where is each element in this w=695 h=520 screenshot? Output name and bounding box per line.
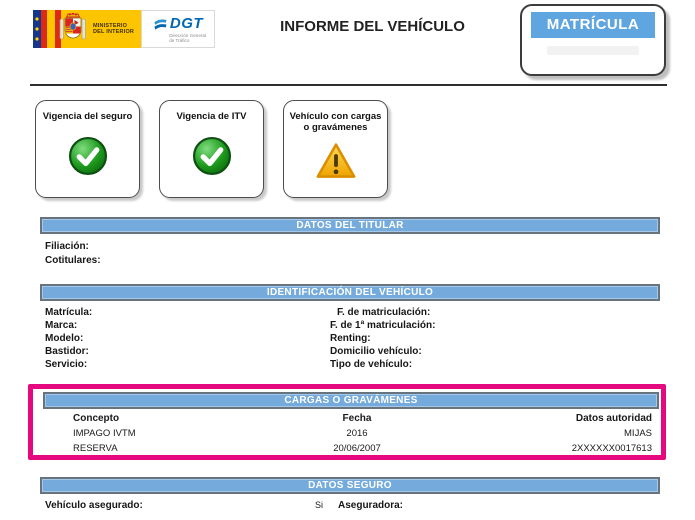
status-card-charges [283,100,388,198]
cargas-table [53,411,661,456]
field-label-f-matriculacion: F. de matriculación: [337,307,431,318]
dgt-subtitle: Dirección General de Tráfico [169,32,206,43]
ministry-interior-logo [33,10,141,48]
status-card-insurance [35,100,140,198]
spain-flag-coat-of-arms-icon [33,10,91,48]
field-label-matricula: Matrícula: [45,307,93,318]
field-label-aseguradora: Aseguradora: [338,500,404,511]
table-row-cell: 2016 [346,428,368,439]
field-label-tipo-vehiculo: Tipo de vehículo: [330,359,413,370]
check-circle-icon [67,135,109,177]
section-header-seguro: DATOS SEGURO [40,477,660,494]
government-logo-strip [33,10,215,48]
column-header-fecha: Fecha [342,413,372,424]
field-label-servicio: Servicio: [45,359,88,370]
column-header-datos-autoridad: Datos autoridad [575,413,652,424]
table-row-cell: IMPAGO IVTM [73,428,136,439]
field-label-f-primera-matriculacion: F. de 1ª matriculación: [330,320,436,331]
column-header-concepto: Concepto [73,413,120,424]
field-label-vehiculo-asegurado: Vehículo asegurado: [45,500,143,511]
dgt-acronym: DGT [169,14,204,32]
status-card-label: Vehículo con cargas o gravámenes [289,111,382,133]
table-row-cell: MIJAS [624,428,652,439]
table-row-cell: 2XXXXXX0017613 [571,443,652,454]
field-label-renting: Renting: [330,333,371,344]
section-header-identificacion: IDENTIFICACIÓN DEL VEHÍCULO [40,284,660,301]
header-divider [30,84,667,86]
field-label-marca: Marca: [45,320,78,331]
page-title: INFORME DEL VEHÍCULO [280,18,465,35]
table-row-cell: 20/06/2007 [333,443,381,454]
highlight-box-cargas [28,384,666,460]
field-label-cotitulares: Cotitulares: [45,255,101,266]
section-header-titular: DATOS DEL TITULAR [40,217,660,234]
status-card-label: Vigencia de ITV [176,111,247,122]
check-circle-icon [191,135,233,177]
status-card-itv [159,100,264,198]
ministry-name: MINISTERIO DEL INTERIOR [93,22,135,35]
field-label-domicilio: Domicilio vehículo: [330,346,422,357]
field-label-bastidor: Bastidor: [45,346,89,357]
license-plate-badge [520,4,666,76]
field-label-modelo: Modelo: [45,333,84,344]
plate-label: MATRÍCULA [531,12,655,38]
status-card-label: Vigencia del seguro [42,111,133,122]
dgt-logo-icon [153,16,168,31]
section-header-cargas: CARGAS O GRAVÁMENES [43,392,659,409]
dgt-logo-box [141,10,215,48]
field-label-filiacion: Filiación: [45,241,89,252]
warning-triangle-icon [315,142,357,180]
redacted-plate-number [547,46,639,55]
field-value-asegurado: Si [315,500,324,510]
table-row-cell: RESERVA [73,443,118,454]
